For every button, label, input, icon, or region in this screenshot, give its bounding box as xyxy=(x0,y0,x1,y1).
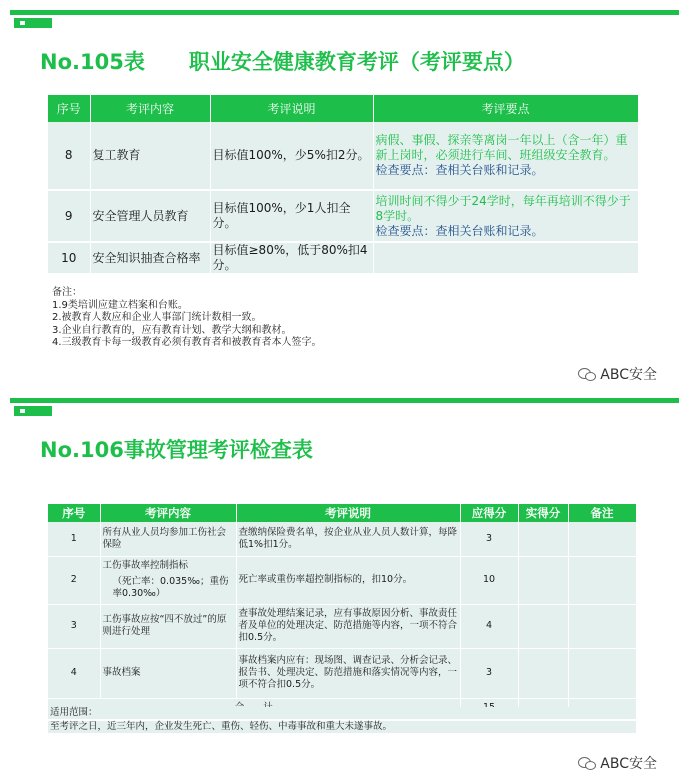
row-remark xyxy=(568,648,636,698)
title-number: No.105表 xyxy=(40,50,145,74)
row-score: 3 xyxy=(460,648,518,698)
point-requirement: 病假、事假、探亲等离岗一年以上（含一年）重新上岗时，必须进行车间、班组级安全教育。 xyxy=(375,133,628,162)
row-desc: 查缴纳保险费名单，按企业从业人员人数计算，每降低1%扣1分。 xyxy=(236,522,460,556)
header-desc: 考评说明 xyxy=(210,95,373,122)
row-content-main: 工伤事故率控制指标 xyxy=(102,560,189,571)
row-no: 3 xyxy=(48,604,100,648)
table-header xyxy=(48,504,636,522)
row-content: 安全管理人员教育 xyxy=(90,190,210,242)
table-row xyxy=(48,190,638,242)
row-remark xyxy=(568,604,636,648)
page-title: No.106事故管理考评检查表 xyxy=(40,438,313,462)
row-desc: 死亡率或重伤率超控制指标的，扣10分。 xyxy=(236,556,460,604)
row-score: 10 xyxy=(460,556,518,604)
slide-105 xyxy=(0,0,689,390)
table-row xyxy=(48,648,636,698)
row-content: 安全知识抽查合格率 xyxy=(90,242,210,274)
row-desc: 目标值100%，少1人扣全分。 xyxy=(210,190,373,242)
table-row xyxy=(48,242,638,274)
watermark xyxy=(578,753,657,773)
row-remark xyxy=(568,522,636,556)
page-title xyxy=(40,46,525,76)
row-content: 复工教育 xyxy=(90,122,210,190)
header-desc: 考评说明 xyxy=(236,504,460,522)
notes-title: 备注： xyxy=(52,287,82,298)
table-header xyxy=(48,95,638,122)
header-no: 序号 xyxy=(48,504,100,522)
row-no: 8 xyxy=(48,122,90,190)
row-desc: 目标值≥80%，低于80%扣4分。 xyxy=(210,242,373,274)
row-no: 1 xyxy=(48,522,100,556)
row-desc: 事故档案内应有：现场图、调查记录、分析会记录、报告书、处理决定、防范措施和落实情况等内容，一项不符合扣0.5分。 xyxy=(236,648,460,698)
table-row xyxy=(48,122,638,190)
row-score: 3 xyxy=(460,522,518,556)
point-check: 检查要点：查相关台账和记录。 xyxy=(375,223,544,238)
header-content: 考评内容 xyxy=(100,504,236,522)
watermark-text: ABC安全 xyxy=(600,367,657,383)
watermark xyxy=(578,364,657,384)
row-remark xyxy=(568,556,636,604)
watermark-text: ABC安全 xyxy=(600,756,657,772)
accident-management-table xyxy=(48,504,637,719)
table-row xyxy=(48,556,636,604)
note-item: 1.9类培训应建立档案和台账。 xyxy=(52,299,188,311)
row-content xyxy=(100,556,236,604)
top-accent-bar xyxy=(10,398,679,403)
scope-text: 至考评之日，近三年内，企业发生死亡、重伤、轻伤、中毒事故和重大未遂事故。 xyxy=(48,721,636,733)
row-points xyxy=(373,122,638,190)
row-actual xyxy=(518,604,568,648)
accent-tab xyxy=(14,406,52,416)
row-content: 所有从业人员均参加工伤社会保险 xyxy=(100,522,236,556)
header-remark: 备注 xyxy=(568,504,636,522)
row-actual xyxy=(518,522,568,556)
assessment-table-105 xyxy=(48,95,639,275)
header-content: 考评内容 xyxy=(90,95,210,122)
wechat-icon xyxy=(578,368,596,380)
wechat-icon xyxy=(578,757,596,769)
top-accent-bar xyxy=(10,10,679,15)
row-no: 9 xyxy=(48,190,90,242)
header-due-score: 应得分 xyxy=(460,504,518,522)
row-no: 2 xyxy=(48,556,100,604)
header-points: 考评要点 xyxy=(373,95,638,122)
table-row xyxy=(48,522,636,556)
notes xyxy=(52,287,322,350)
row-content: 工伤事故应按“四不放过”的原则进行处理 xyxy=(100,604,236,648)
title-text: 职业安全健康教育考评（考评要点） xyxy=(188,50,525,74)
row-actual xyxy=(518,648,568,698)
point-requirement: 培训时间不得少于24学时，每年再培训不得少于8学时。 xyxy=(375,193,631,223)
header-actual-score: 实得分 xyxy=(518,504,568,522)
row-points xyxy=(373,242,638,274)
header-no: 序号 xyxy=(48,95,90,122)
row-no: 10 xyxy=(48,242,90,274)
row-no: 4 xyxy=(48,648,100,698)
row-desc: 目标值100%，少5%扣2分。 xyxy=(210,122,373,190)
note-item: 4.三级教育卡每一级教育必须有教育者和被教育者本人签字。 xyxy=(52,337,322,348)
accent-tab xyxy=(14,18,52,28)
row-points xyxy=(373,190,638,242)
row-score: 4 xyxy=(460,604,518,648)
note-item: 3.企业自行教育的，应有教育计划、教学大纲和教材。 xyxy=(52,324,292,336)
note-item: 2.被教育人数应和企业人事部门统计数相一致。 xyxy=(52,312,262,323)
scope-title: 适用范围： xyxy=(48,707,636,719)
slide-106 xyxy=(0,392,689,781)
row-desc: 查事故处理结案记录，应有事故原因分析、事故责任者及单位的处理决定、防范措施等内容，一项不符合扣0.5分。 xyxy=(236,604,460,648)
row-content: 事故档案 xyxy=(100,648,236,698)
point-check: 检查要点：查相关台账和记录。 xyxy=(375,163,544,177)
table-row xyxy=(48,604,636,648)
row-actual xyxy=(518,556,568,604)
row-content-sub: （死亡率：0.035‰；重伤率0.30‰） xyxy=(112,576,229,599)
